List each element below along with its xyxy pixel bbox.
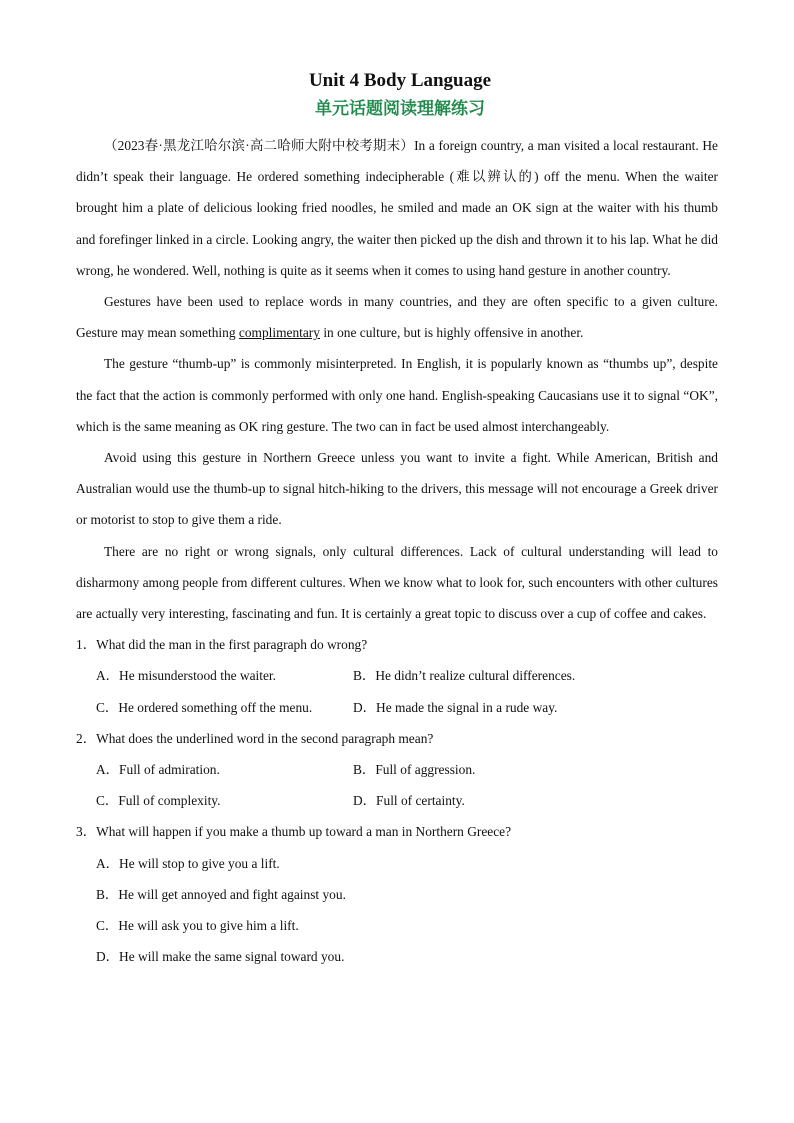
question-stem: 3．What will happen if you make a thumb up toward a man in Northern Greece? — [76, 824, 512, 840]
option-c: C．He ordered something off the menu. — [96, 699, 313, 715]
passage-text: Gestures have been used to replace words in many countries, and they are often specific to a given culture. Gesture may mean something — [76, 294, 718, 341]
passage-paragraph-5: There are no right or wrong signals, only cultural differences. Lack of cultural understanding will lead to disharmony among people from different cultures. When we know what to look for, such encounters with other cultures are actually very interesting, fascinating and fun. It is certainly a great topic to discuss over a cup of coffee and cakes. — [76, 543, 718, 622]
passage-source: （2023春·黑龙江哈尔滨·高二哈师大附中校考期末） — [104, 138, 415, 153]
question-1 — [76, 629, 718, 723]
option-d: D．Full of certainty. — [353, 793, 465, 809]
option-a: A．He misunderstood the waiter. — [96, 668, 276, 684]
question-2 — [76, 723, 718, 817]
document-subtitle: 单元话题阅读理解练习 — [315, 99, 485, 118]
document-page — [76, 66, 718, 972]
passage-text: In a foreign country, a man visited a local restaurant. He didn’t speak their language. He ordered something indecipherable (难以辨认的) off the menu. When the waiter brought him a plate of delicious looking fried noodles, he smiled and made an OK sign at the waiter with his thumb and forefinger linked in a circle. Looking angry, the waiter then picked up the dish and thrown it to his lap. What he did wrong, he wondered. Well, nothing is quite as it seems when it comes to using hand gesture in another country. — [76, 138, 719, 278]
passage-paragraph-2 — [76, 286, 718, 348]
option-a: A．Full of admiration. — [96, 762, 220, 778]
option-c: C．Full of complexity. — [96, 793, 221, 809]
option-b: B．Full of aggression. — [353, 762, 476, 778]
passage-paragraph-1 — [76, 130, 718, 286]
answer-options — [76, 754, 718, 816]
option-c: C．He will ask you to give him a lift. — [96, 918, 299, 934]
passage-paragraph-4: Avoid using this gesture in Northern Greece unless you want to invite a fight. While American, British and Australian would use the thumb-up to signal hitch-hiking to the drivers, this message will not encourage a Greek driver or motorist to stop to give them a ride. — [76, 450, 718, 528]
option-b: B．He will get annoyed and fight against you. — [96, 886, 346, 902]
underlined-word: complimentary — [238, 325, 320, 341]
option-d: D．He will make the same signal toward you. — [96, 949, 345, 965]
document-title: Unit 4 Body Language — [308, 70, 492, 91]
question-stem: 2．What does the underlined word in the second paragraph mean? — [76, 730, 434, 746]
question-stem: 1．What did the man in the first paragraph do wrong? — [76, 637, 368, 653]
answer-options — [76, 660, 718, 722]
option-d: D．He made the signal in a rude way. — [353, 699, 558, 715]
passage-paragraph-3: The gesture “thumb-up” is commonly misinterpreted. In English, it is popularly known as “thumbs up”, despite the fact that the action is commonly performed with only one hand. English-speaking Caucasians use it to signal “OK”, which is the same meaning as OK ring gesture. The two can in fact be used almost interchangeably. — [76, 356, 718, 434]
answer-options — [76, 848, 718, 973]
option-b: B．He didn’t realize cultural differences. — [353, 668, 576, 684]
question-3 — [76, 816, 718, 972]
passage-text: in one culture, but is highly offensive in another. — [319, 325, 584, 341]
option-a: A．He will stop to give you a lift. — [96, 855, 280, 871]
